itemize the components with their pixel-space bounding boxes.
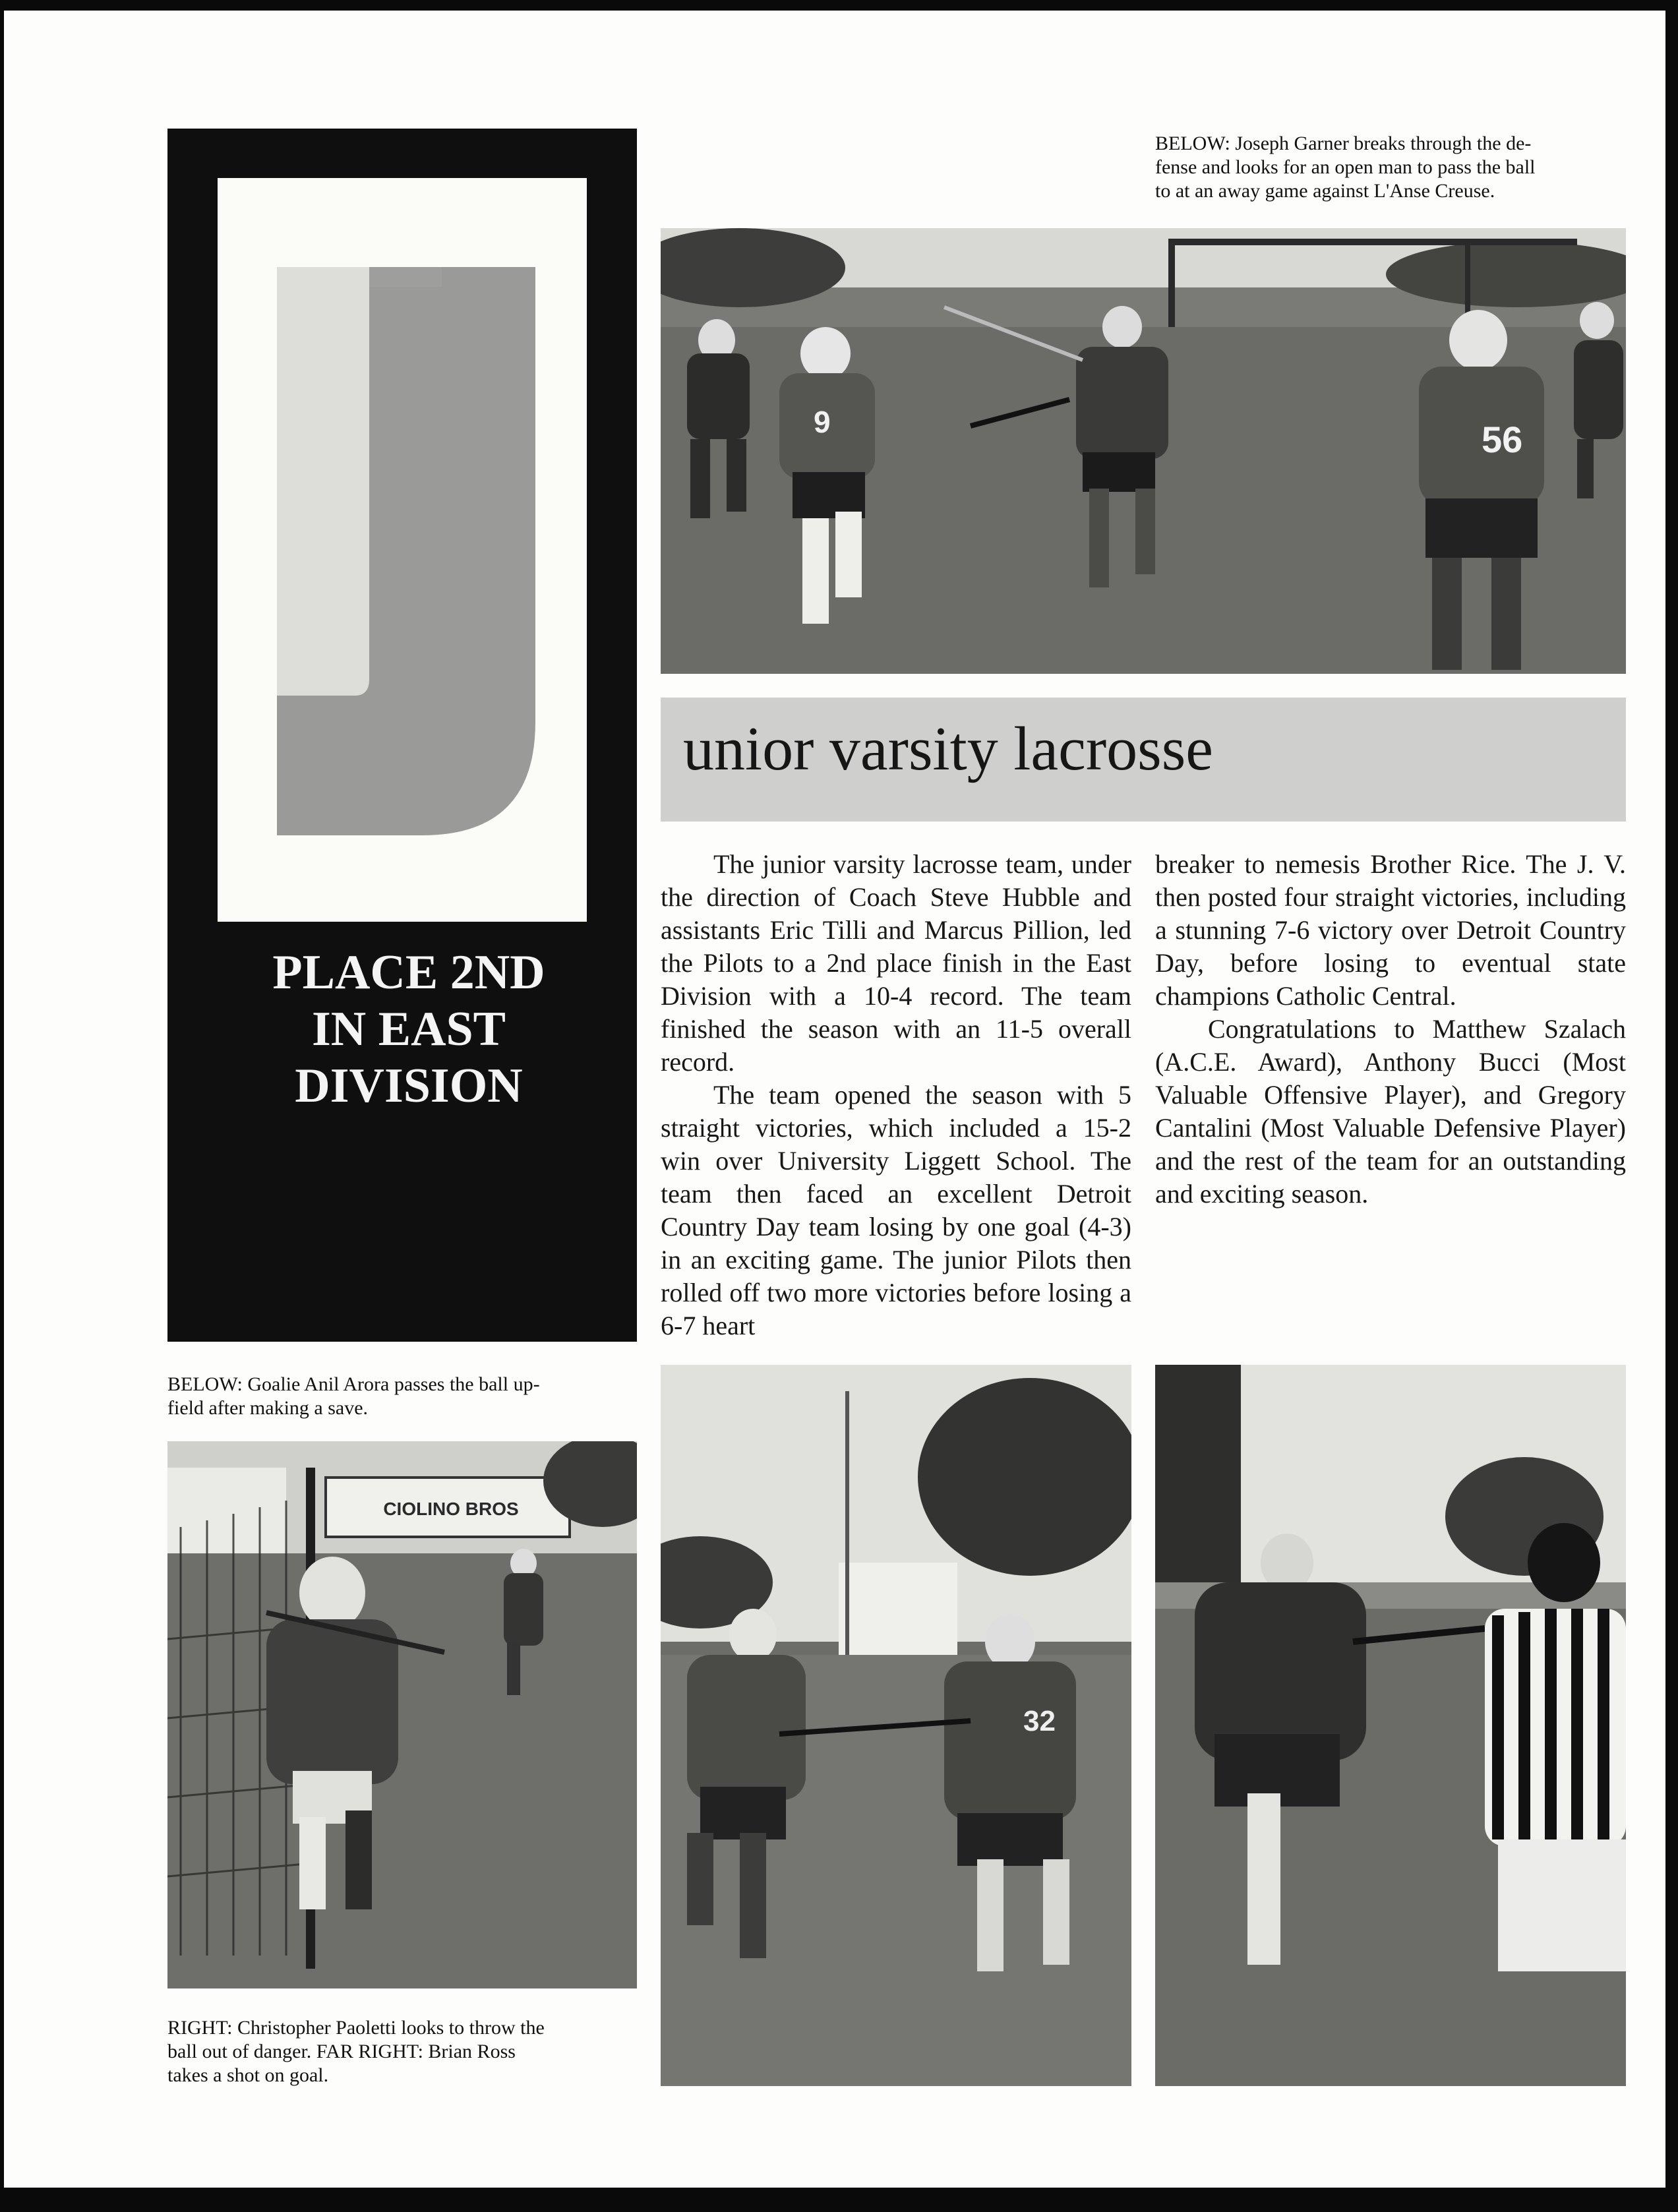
bottom-photos-caption: RIGHT: Christopher Paoletti looks to throw the ball out of danger. FAR RIGHT: Brian Ross takes a shot on goal. [167, 2017, 545, 2086]
goalie-lacrosse-photo [167, 1441, 637, 1988]
jersey-number: 32 [1023, 1705, 1056, 1737]
ross-lacrosse-photo [1155, 1365, 1626, 2086]
page-heading: unior varsity lacrosse [683, 715, 1214, 783]
jersey-number: 56 [1482, 419, 1523, 460]
article-paragraph: The team opened the season with 5 straight victories, which included a 15-2 win over University Liggett School. The team then faced an excellent Detroit Country Day team losing by one goal (4-3) in an exciting game. The junior Pilots then rolled off two more victories before losing a 6-7 heart [661, 1080, 1131, 1340]
banner-title [198, 944, 620, 1114]
paoletti-lacrosse-photo [661, 1365, 1131, 2086]
article-paragraph: Congratulations to Matthew Szalach (A.C.E. Award), Anthony Bucci (Most Valuable Offensive Player), and Gregory Cantalini (Most Valuable Defensive Player) and the rest of the team for an outstanding and exciting season. [1155, 1014, 1626, 1209]
building-sign: CIOLINO BROS [383, 1499, 519, 1519]
banner-title-line: PLACE 2ND [272, 945, 545, 1000]
article-paragraph: breaker to nemesis Brother Rice. The J. V. then posted four straight victories, including a stunning 7-6 victory over Detroit Country Day, before losing to eventual state champions Catholic Central. [1155, 849, 1626, 1011]
article-column-2 [1155, 848, 1626, 1211]
banner-title-line: DIVISION [295, 1059, 523, 1113]
banner-title-line: IN EAST [311, 1002, 506, 1056]
initial-letter-j [277, 267, 535, 835]
top-lacrosse-photo [661, 228, 1626, 674]
goalie-photo-caption: BELOW: Goalie Anil Arora passes the ball up- field after making a save. [167, 1373, 540, 1419]
top-photo-caption: BELOW: Joseph Garner breaks through the de- fense and looks for an open man to pass the ball to at an away game against L'Anse Creuse. [1155, 133, 1536, 202]
article-column-1 [661, 848, 1131, 1342]
article-paragraph: The junior varsity lacrosse team, under the direction of Coach Steve Hubble and assistants Eric Tilli and Marcus Pillion, led the Pilots to a 2nd place finish in the East Division with a 10-4 record. The team finished the season with an 11-5 overall record. [661, 849, 1131, 1077]
jersey-number: 9 [814, 405, 831, 439]
